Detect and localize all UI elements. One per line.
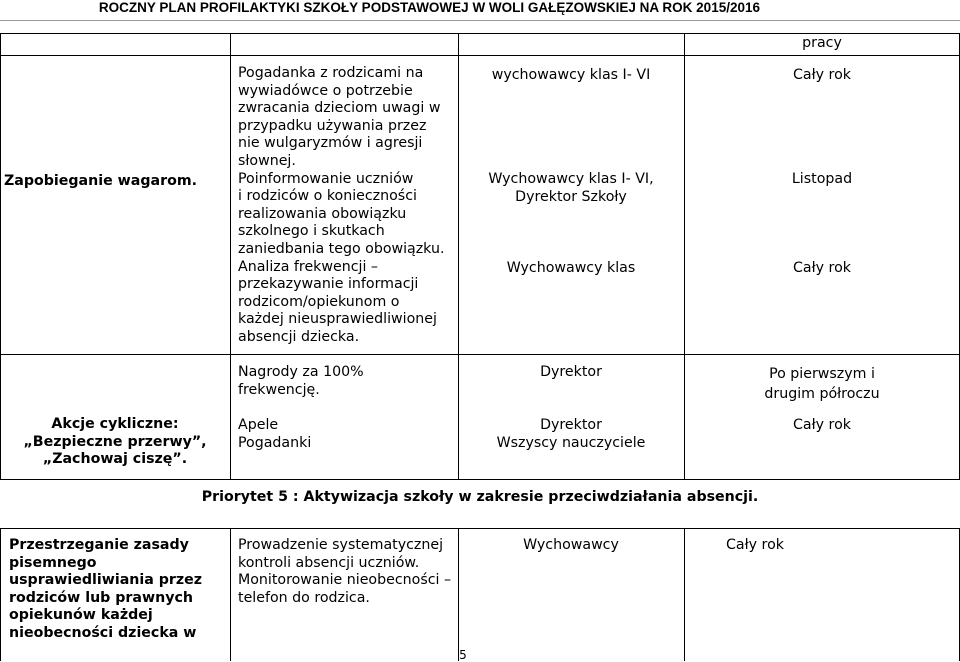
task-line: telefon do rodzica. xyxy=(238,589,370,606)
area-line: opiekunów każdej xyxy=(9,607,153,624)
task-line: i rodziców o konieczności xyxy=(238,188,417,205)
task-line: Pogadanki xyxy=(238,434,312,451)
time-cell-a xyxy=(685,67,959,85)
area-line: Przestrzeganie zasady xyxy=(9,537,189,553)
table1-row-divider-2 xyxy=(0,354,960,355)
responsible-cell-c xyxy=(459,260,683,278)
time-line: Po pierwszym i xyxy=(769,366,875,382)
time-text: Listopad xyxy=(791,171,853,187)
responsible-line: Wychowawcy klas I- VI, xyxy=(488,171,654,187)
time-text: Cały rok xyxy=(726,537,784,553)
area-line: nieobecności dziecka w xyxy=(9,624,197,641)
time-line: drugim półroczu xyxy=(764,386,880,402)
time-cell-assemblies xyxy=(685,417,959,435)
task-line: kontroli absencji uczniów. xyxy=(238,554,420,571)
task-line: wywiadówce o potrzebie xyxy=(238,82,413,99)
task-line: przekazywanie informacji xyxy=(238,276,419,293)
continued-time-cell xyxy=(685,35,959,53)
area-cell-cyclic xyxy=(2,416,228,469)
responsible-text: Dyrektor xyxy=(540,364,602,380)
task-line: Monitorowanie nieobecności – xyxy=(238,572,452,589)
priority-heading: Priorytet 5 : Aktywizacja szkoły w zakresie przeciwdziałania absencji. xyxy=(201,489,759,505)
area-line: rodziców lub prawnych xyxy=(9,589,193,606)
table2-top-border xyxy=(0,528,960,529)
table2-col-divider-1 xyxy=(230,528,231,661)
time-text: Cały rok xyxy=(793,260,851,276)
table2-left-border xyxy=(0,528,1,661)
responsible-cell-a xyxy=(459,67,683,85)
area-line: usprawiedliwiania przez xyxy=(9,572,203,589)
task-line: szkolnego i skutkach xyxy=(238,223,385,240)
task-line: każdej nieusprawiedliwionej xyxy=(238,311,437,328)
responsible-line: Dyrektor Szkoły xyxy=(515,188,627,205)
task-cell-attendance xyxy=(238,364,456,399)
responsible-text: Wychowawcy klas xyxy=(506,260,636,276)
task-cell-assemblies xyxy=(238,417,456,452)
table1-bottom-border xyxy=(0,479,960,480)
time-cell-b xyxy=(685,171,959,189)
time-cell-attendance xyxy=(685,364,959,404)
page-number: 5 xyxy=(459,648,467,662)
responsible-cell-attendance xyxy=(459,364,683,382)
task-line: słownej. xyxy=(238,152,296,169)
table1-row-divider-1 xyxy=(0,55,960,56)
area-cell-excuses xyxy=(9,537,229,643)
header-rule xyxy=(0,20,960,21)
responsible-text: wychowawcy klas I- VI xyxy=(491,67,651,83)
area-line: pisemnego xyxy=(9,554,97,571)
task-line: Nagrody za 100% xyxy=(238,364,364,380)
area-cell-truancy xyxy=(4,173,228,191)
time-cell-c xyxy=(685,260,959,278)
table1-col-divider-3 xyxy=(684,33,685,480)
task-line: frekwencję. xyxy=(238,381,320,398)
responsible-line: Wszyscy nauczyciele xyxy=(496,434,646,451)
task-line: zaniedbania tego obowiązku. xyxy=(238,240,445,257)
table1-top-border xyxy=(0,33,960,34)
document-header: ROCZNY PLAN PROFILAKTYKI SZKOŁY PODSTAWOWEJ W WOLI GAŁĘZOWSKIEJ NA ROK 2015/2016 xyxy=(98,0,760,15)
responsible-cell-assemblies xyxy=(459,417,683,452)
responsible-line: Dyrektor xyxy=(540,417,602,433)
time-cell-excuses xyxy=(685,537,825,555)
responsible-cell-b xyxy=(459,171,683,206)
table1-col-divider-1 xyxy=(230,33,231,480)
continued-text: pracy xyxy=(802,35,842,51)
tasks-cell-truancy xyxy=(238,65,456,347)
time-text: Cały rok xyxy=(793,417,851,433)
responsible-text: Wychowawcy xyxy=(523,537,619,553)
task-line: nie wulgaryzmów i agresji xyxy=(238,135,423,152)
task-line: przypadku używania przez xyxy=(238,117,427,134)
task-line: Prowadzenie systematycznej xyxy=(238,537,444,553)
area-line: „Zachowaj ciszę”. xyxy=(42,451,188,468)
task-line: Analiza frekwencji – xyxy=(238,258,378,275)
task-line: Pogadanka z rodzicami na xyxy=(238,65,424,81)
time-text: Cały rok xyxy=(793,67,851,83)
task-line: realizowania obowiązku xyxy=(238,205,407,222)
task-line: rodzicom/opiekunom o xyxy=(238,293,400,310)
area-line: Akcje cykliczne: xyxy=(51,416,179,432)
area-line: „Bezpieczne przerwy”, xyxy=(23,433,207,450)
table1-left-border xyxy=(0,33,1,480)
area-text: Zapobieganie wagarom. xyxy=(4,173,197,189)
tasks-cell-excuses xyxy=(238,537,456,607)
task-line: Apele xyxy=(238,417,279,433)
task-line: absencji dziecka. xyxy=(238,328,360,345)
task-line: zwracania dzieciom uwagi w xyxy=(238,100,441,117)
table1-col-divider-2 xyxy=(458,33,459,480)
task-line: Poinformowanie uczniów xyxy=(238,170,414,187)
responsible-cell-excuses xyxy=(459,537,683,555)
